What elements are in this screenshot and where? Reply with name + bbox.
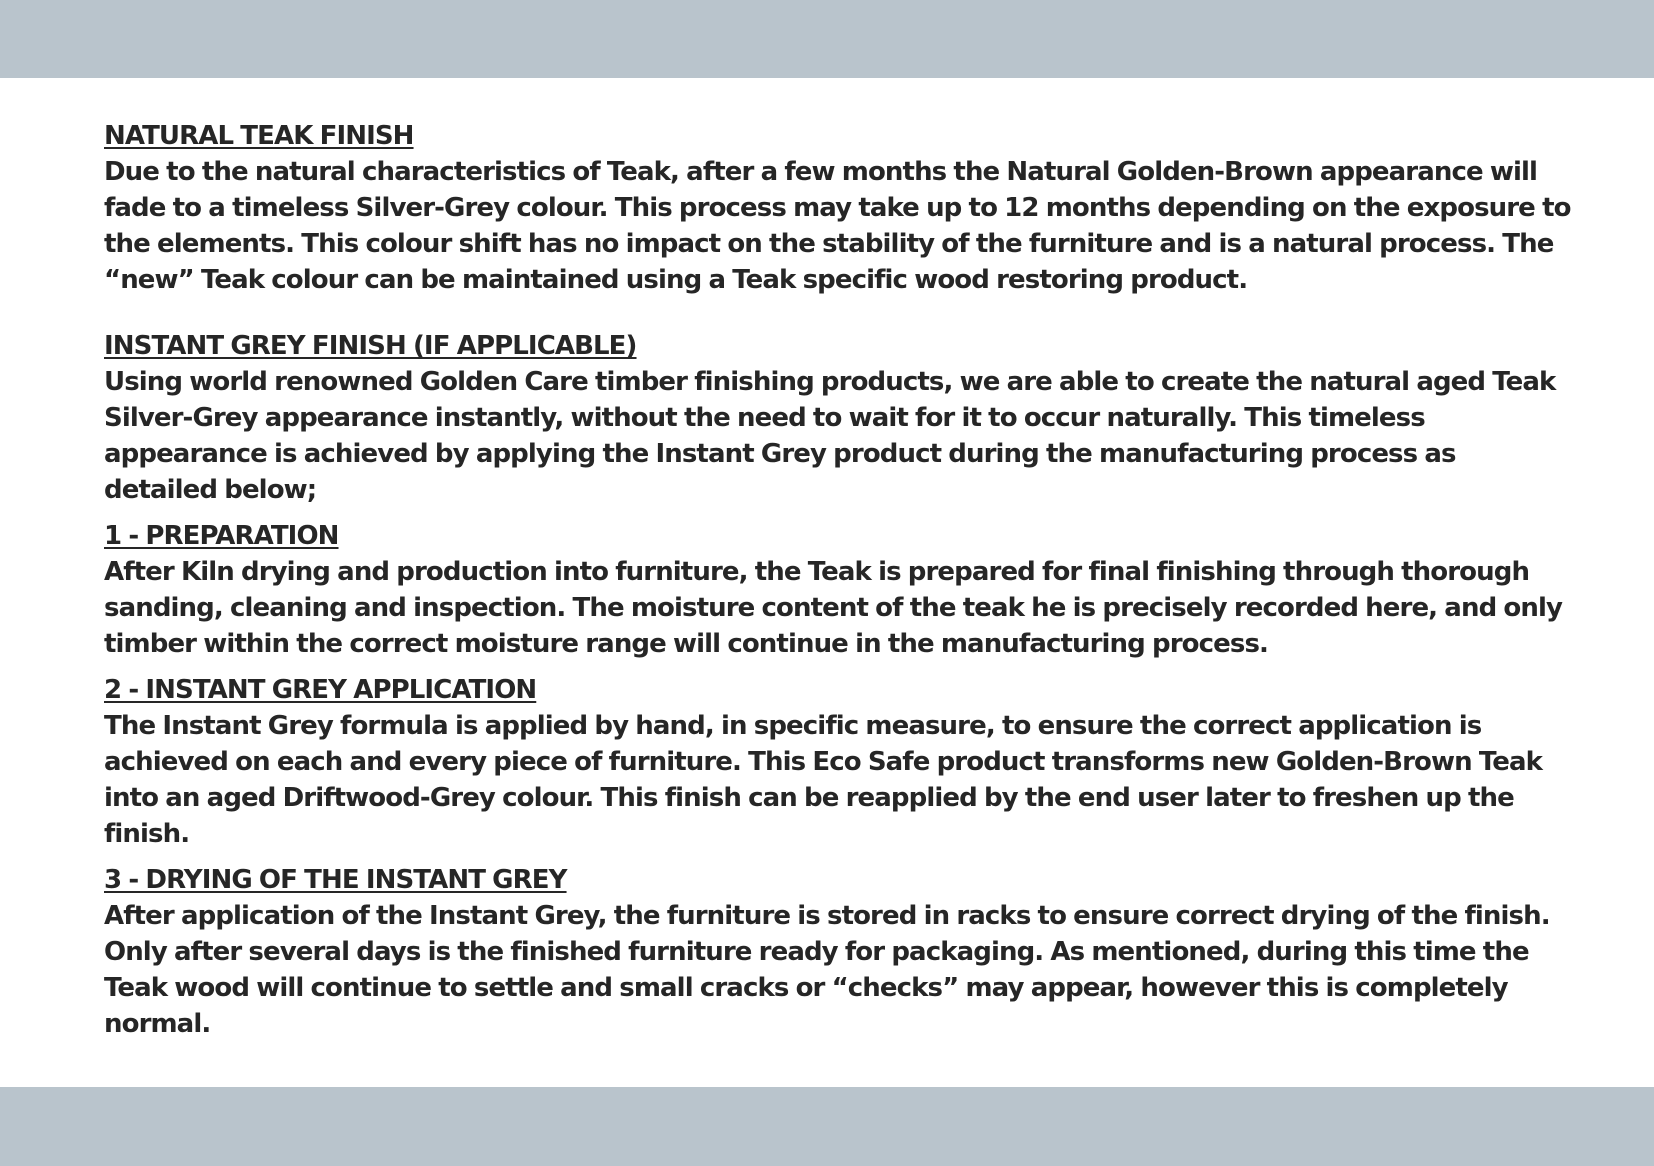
section-natural-teak-finish: [104, 118, 1574, 298]
section-instant-grey-finish: [104, 328, 1574, 508]
section-body: Using world renowned Golden Care timber finishing products, we are able to create the natural aged Teak Silver-Grey appearance instantly, without the need to wait for it to occur naturally. This timeless appearance is achieved by applying the Instant Grey product during the manufacturing process as detailed below;: [104, 367, 1556, 505]
section-preparation: [104, 518, 1574, 662]
top-band: [0, 0, 1654, 78]
section-body: Due to the natural characteristics of Teak, after a few months the Natural Golden-Brown appearance will fade to a timeless Silver-Grey colour. This process may take up to 12 months depending on the exposure to the elements. This colour shift has no impact on the stability of the furniture and is a natural process. The “new” Teak colour can be maintained using a Teak specific wood restoring product.: [104, 157, 1571, 295]
section-heading: 2 - INSTANT GREY APPLICATION: [104, 675, 537, 705]
section-heading: INSTANT GREY FINISH (IF APPLICABLE): [104, 331, 637, 361]
document-content: [104, 118, 1574, 1042]
section-heading: 1 - PREPARATION: [104, 521, 339, 551]
section-body: After application of the Instant Grey, the furniture is stored in racks to ensure correct drying of the finish. Only after several days is the finished furniture ready for packaging. As mentioned, during this time the Teak wood will continue to settle and small cracks or “checks” may appear, however this is completely normal.: [104, 901, 1550, 1039]
section-heading: 3 - DRYING OF THE INSTANT GREY: [104, 865, 567, 895]
section-body: The Instant Grey formula is applied by hand, in specific measure, to ensure the correct application is achieved on each and every piece of furniture. This Eco Safe product transforms new Golden-Brown Teak into an aged Driftwood-Grey colour. This finish can be reapplied by the end user later to freshen up the finish.: [104, 711, 1543, 849]
section-heading: NATURAL TEAK FINISH: [104, 121, 414, 151]
section-body: After Kiln drying and production into furniture, the Teak is prepared for final finishing through thorough sanding, cleaning and inspection. The moisture content of the teak he is precisely recorded here, and only timber within the correct moisture range will continue in the manufacturing process.: [104, 557, 1563, 659]
section-drying-instant-grey: [104, 862, 1574, 1042]
bottom-band: [0, 1087, 1654, 1166]
section-instant-grey-application: [104, 672, 1574, 852]
